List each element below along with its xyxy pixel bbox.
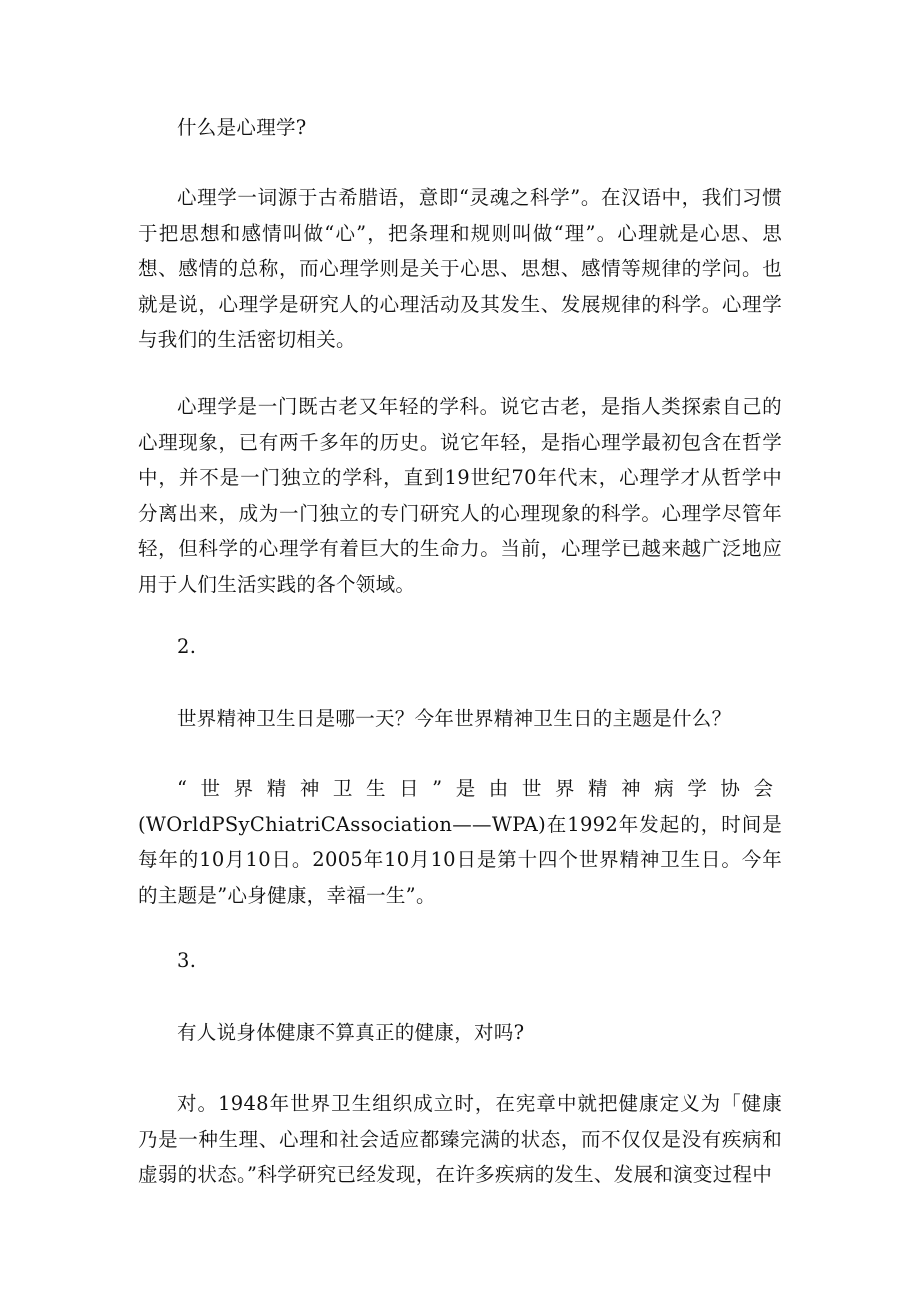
question-3-paragraph-1: 对。1948年世界卫生组织成立时，在宪章中就把健康定义为「健康乃是一种生理、心理和社会适应都臻完满的状态，而不仅仅是没有疾病和虚弱的状态。”科学研究已经发现，在许多疾病的发生、发展和演变过程中 bbox=[138, 1092, 782, 1186]
question-1-paragraph-2: 心理学是一门既古老又年轻的学科。说它古老，是指人类探索自己的心理现象，已有两千多年的历史。说它年轻，是指心理学最初包含在哲学中，并不是一门独立的学科，直到19世纪70年代末，心理学才从哲学中分离出来，成为一门独立的专门研究人的心理现象的科学。心理学尽管年轻，但科学的心理学有着巨大的生命力。当前，心理学已越来越广泛地应用于人们生活实践的各个领域。 bbox=[138, 395, 782, 596]
question-2-answer-rest: (WOrldPSyChiatriCAssociation——WPA)在1992年发起的，时间是每年的10月10日。2005年10月10日是第十四个世界精神卫生日。今年的主题是”心身健康，幸福一生”。 bbox=[138, 812, 782, 907]
question-1-heading: 什么是心理学? bbox=[177, 116, 307, 139]
item-number-2: 2. bbox=[177, 635, 197, 658]
question-2-answer-line-1: “世界精神卫生日”是由世界精神病学协会 bbox=[177, 777, 782, 800]
question-2-heading: 世界精神卫生日是哪一天？今年世界精神卫生日的主题是什么？ bbox=[177, 707, 732, 730]
question-3-heading: 有人说身体健康不算真正的健康，对吗? bbox=[177, 1021, 525, 1044]
item-number-3: 3. bbox=[177, 949, 197, 972]
question-2-answer bbox=[138, 771, 782, 913]
question-1-paragraph-1: 心理学一词源于古希腊语，意即“灵魂之科学”。在汉语中，我们习惯于把思想和感情叫做“心”，把条理和规则叫做“理”。心理就是心思、思想、感情的总称，而心理学则是关于心思、思想、感情等规律的学问。也就是说，心理学是研究人的心理活动及其发生、发展规律的科学。心理学与我们的生活密切相关。 bbox=[138, 186, 782, 351]
